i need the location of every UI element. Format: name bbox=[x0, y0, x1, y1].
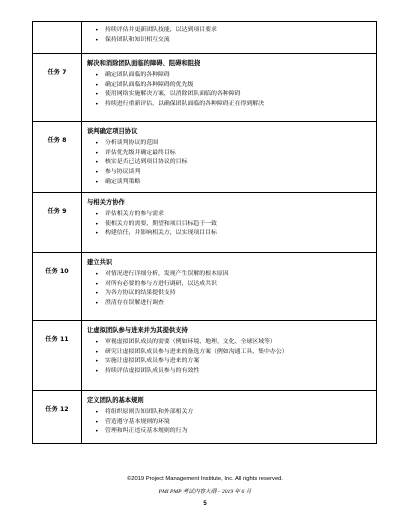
list-item: • 持续评估并更新团队技能，以达到项目要求 bbox=[105, 26, 372, 36]
copyright-text: ©2019 Project Management Institute, Inc. All rights reserved. bbox=[126, 476, 284, 482]
bullet-list bbox=[87, 338, 372, 377]
task-id: 任务 9 bbox=[33, 193, 82, 253]
task-title: 让虚拟团队参与进来并为其提供支持 bbox=[87, 327, 188, 334]
page-number: 5 bbox=[203, 501, 207, 507]
task-title: 定义团队的基本规则 bbox=[87, 397, 144, 404]
task-content-cell bbox=[82, 391, 377, 444]
list-item: • 对情况进行详细分析，发现产生误解的根本原因 bbox=[105, 270, 372, 280]
task-row bbox=[33, 321, 377, 391]
task-content-cell bbox=[82, 122, 377, 193]
list-item: • 管理和纠正违反基本规则的行为 bbox=[105, 427, 372, 437]
task-row bbox=[33, 193, 377, 253]
list-item: • 实施让虚拟团队成员参与进来的方案 bbox=[105, 357, 372, 367]
list-item: • 构建信任，并影响相关方，以实现项目目标 bbox=[105, 229, 372, 239]
list-item: • 持续评估虚拟团队成员参与的有效性 bbox=[105, 367, 372, 377]
task-content-cell bbox=[82, 253, 377, 321]
task-content-cell bbox=[82, 54, 377, 122]
list-item: • 评估相关方的参与需求 bbox=[105, 210, 372, 220]
task-title: 与相关方协作 bbox=[87, 199, 125, 206]
list-item: • 澄清存在误解进行调查 bbox=[105, 299, 372, 309]
task-title: 建立共识 bbox=[87, 259, 113, 266]
list-item: • 使用网络实施解决方案，以消除团队面临的各种障碍 bbox=[105, 90, 372, 100]
bullet-list bbox=[87, 26, 372, 45]
task-title: 谈判确定项目协议 bbox=[87, 128, 138, 135]
task-id: 任务 8 bbox=[33, 122, 82, 193]
task-id: 任务 12 bbox=[33, 391, 82, 444]
task-content-cell bbox=[82, 22, 377, 54]
list-item: • 使相关方的需要、期望和项目目标趋于一致 bbox=[105, 220, 372, 230]
task-row bbox=[33, 122, 377, 193]
list-item: • 研究让虚拟团队成员参与进来的备选方案（例如沟通工具、集中办公） bbox=[105, 348, 372, 358]
task-content-cell bbox=[82, 321, 377, 391]
list-item: • 确定团队面临的各种障碍 bbox=[105, 71, 372, 81]
list-item: • 确定团队面临的各种障碍的优先级 bbox=[105, 81, 372, 91]
bullet-list bbox=[87, 210, 372, 239]
list-item: • 分析谈判协议的范围 bbox=[105, 139, 372, 149]
list-item: • 对所有必要的参与方进行调研，以达成共识 bbox=[105, 280, 372, 290]
bullet-list bbox=[87, 139, 372, 188]
task-id-cell bbox=[33, 22, 82, 54]
outline-caption: PMI PMP 考试内容大纲 – 2019 年 6 月 bbox=[158, 489, 252, 495]
task-title: 解决和消除团队面临的障碍、阻碍和阻挠 bbox=[87, 60, 201, 67]
list-item: • 参与协议谈判 bbox=[105, 168, 372, 178]
list-item: • 确定谈判策略 bbox=[105, 178, 372, 188]
list-item: • 保持团队和知识相互交流 bbox=[105, 36, 372, 46]
list-item: • 审视虚拟团队成员的需要（例如环境、地理、文化、全球区域等） bbox=[105, 338, 372, 348]
list-item: • 核实是否已达到项目协议的目标 bbox=[105, 158, 372, 168]
task-content-cell bbox=[82, 193, 377, 253]
task-id: 任务 7 bbox=[33, 54, 82, 122]
bullet-list bbox=[87, 408, 372, 437]
task-row bbox=[33, 253, 377, 321]
list-item: • 持续进行重新评估，以确保团队面临的各种障碍正在得到解决 bbox=[105, 100, 372, 110]
task-row bbox=[33, 391, 377, 444]
list-item: • 评估优先级并确定最终目标 bbox=[105, 149, 372, 159]
task-id: 任务 10 bbox=[33, 253, 82, 321]
task-table bbox=[32, 21, 377, 444]
bullet-list bbox=[87, 270, 372, 309]
task-id: 任务 11 bbox=[33, 321, 82, 391]
list-item: • 将组织原则告知团队和外部相关方 bbox=[105, 408, 372, 418]
list-item: • 营造遵守基本规则的环境 bbox=[105, 418, 372, 428]
list-item: • 为各方协议的结果提供支持 bbox=[105, 289, 372, 299]
task-row bbox=[33, 54, 377, 122]
continuation-row bbox=[33, 22, 377, 54]
bullet-list bbox=[87, 71, 372, 110]
